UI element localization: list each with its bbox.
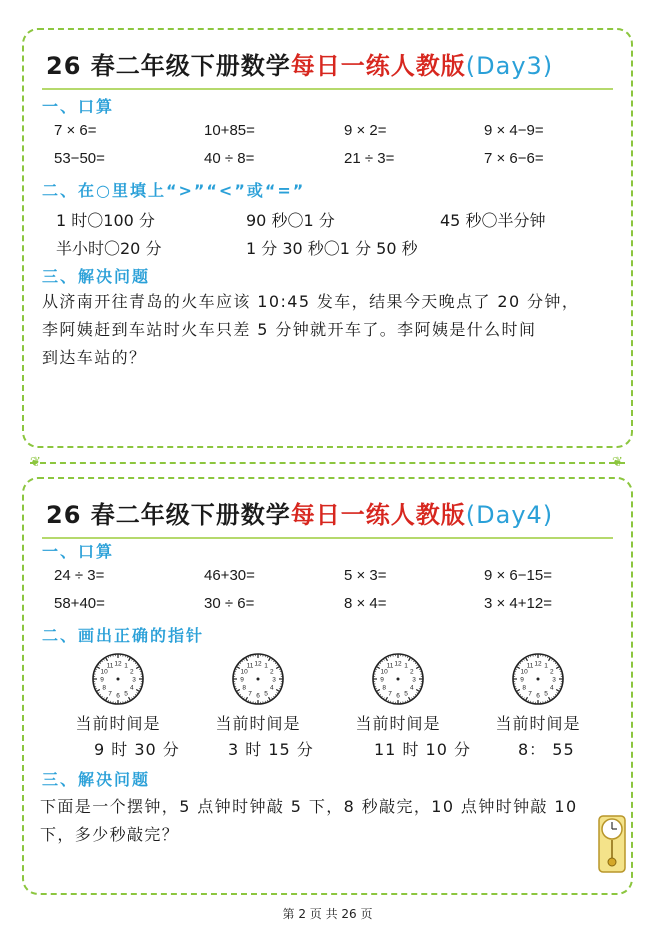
page-footer: 第 2 页 共 26 页 (282, 907, 373, 921)
day4-title-underline (42, 537, 613, 539)
clock-face-icon (510, 651, 566, 707)
pendulum-clock-icon (597, 814, 627, 876)
clock-label: 当前时间是 (495, 714, 581, 733)
day4-card (22, 477, 633, 895)
svg-text:9: 9 (520, 676, 524, 684)
day3-calc-item: 21 ÷ 3= (344, 150, 395, 167)
day3-calc-item: 9 × 4−9= (484, 122, 544, 139)
day3-calc-item: 7 × 6−6= (484, 150, 544, 167)
svg-text:3: 3 (132, 676, 136, 684)
svg-text:7: 7 (528, 690, 532, 698)
svg-text:7: 7 (108, 690, 112, 698)
day4-calc-item: 8 × 4= (344, 595, 387, 612)
day3-calc-item: 40 ÷ 8= (204, 150, 255, 167)
day3-calc-item: 10+85= (204, 122, 255, 139)
clock-time: 9 时 30 分 (94, 740, 180, 759)
day3-compare-item: 1 时〇100 分 (56, 211, 155, 230)
day3-calc-row (24, 150, 631, 172)
svg-text:9: 9 (100, 676, 104, 684)
svg-text:12: 12 (534, 660, 542, 668)
svg-text:5: 5 (264, 690, 268, 698)
day4-problem-line: 下，多少秒敲完？ (40, 825, 180, 844)
svg-text:4: 4 (270, 684, 274, 692)
clock-label: 当前时间是 (215, 714, 301, 733)
svg-text:12: 12 (394, 660, 402, 668)
svg-text:8: 8 (242, 684, 246, 692)
svg-text:6: 6 (536, 692, 540, 700)
svg-text:10: 10 (520, 668, 528, 676)
day3-calc-item: 9 × 2= (344, 122, 387, 139)
day4-title (46, 495, 553, 530)
day3-compare-row (24, 208, 631, 230)
clock-face-icon (370, 651, 426, 707)
clock-label: 当前时间是 (355, 714, 441, 733)
day3-title-prefix: 26 春二年级下册数学 (46, 52, 291, 80)
svg-text:2: 2 (270, 668, 274, 676)
svg-text:3: 3 (272, 676, 276, 684)
day4-title-day: (Day4) (465, 501, 554, 529)
svg-text:2: 2 (410, 668, 414, 676)
svg-text:5: 5 (124, 690, 128, 698)
day3-compare-item: 1 分 30 秒〇1 分 50 秒 (246, 239, 418, 258)
svg-text:12: 12 (114, 660, 122, 668)
day3-section1-heading: 一、口算 (42, 97, 115, 116)
clock-face-icon (230, 651, 286, 707)
day4-section3-heading: 三、解决问题 (42, 770, 151, 789)
day4-calc-item: 24 ÷ 3= (54, 567, 105, 584)
svg-text:5: 5 (544, 690, 548, 698)
svg-text:4: 4 (130, 684, 134, 692)
svg-text:9: 9 (240, 676, 244, 684)
day3-title (46, 46, 553, 81)
clock-label: 当前时间是 (75, 714, 161, 733)
day3-section3-heading: 三、解决问题 (42, 267, 151, 286)
day3-calc-item: 7 × 6= (54, 122, 97, 139)
day3-compare-item: 90 秒〇1 分 (246, 211, 335, 230)
svg-text:6: 6 (256, 692, 260, 700)
svg-text:12: 12 (254, 660, 262, 668)
day3-calc-item: 53−50= (54, 150, 105, 167)
day3-section2-heading: 二、在○里填上“>”“<”或“=” (42, 181, 306, 200)
clock-time: 8： 55 (518, 740, 575, 759)
day4-calc-item: 58+40= (54, 595, 105, 612)
svg-text:7: 7 (388, 690, 392, 698)
day4-calc-row (24, 567, 631, 589)
svg-text:3: 3 (412, 676, 416, 684)
svg-text:9: 9 (380, 676, 384, 684)
svg-text:4: 4 (550, 684, 554, 692)
day4-calc-item: 9 × 6−15= (484, 567, 552, 584)
svg-text:1: 1 (544, 662, 548, 670)
clock-time: 3 时 15 分 (228, 740, 314, 759)
svg-text:11: 11 (106, 662, 114, 670)
svg-text:10: 10 (100, 668, 108, 676)
clock-time: 11 时 10 分 (374, 740, 471, 759)
day3-card (22, 28, 633, 448)
clock-face-icon (90, 651, 146, 707)
leaf-decoration-icon: ❦ (30, 455, 41, 470)
day3-problem-line: 从济南开往青岛的火车应该 10:45 发车，结果今天晚点了 20 分钟， (42, 292, 580, 311)
day3-compare-item: 半小时〇20 分 (56, 239, 162, 258)
svg-text:1: 1 (404, 662, 408, 670)
day4-title-highlight: 每日一练人教版 (290, 501, 466, 529)
svg-text:5: 5 (404, 690, 408, 698)
day4-calc-item: 30 ÷ 6= (204, 595, 255, 612)
svg-text:7: 7 (248, 690, 252, 698)
day3-compare-item: 45 秒〇半分钟 (440, 211, 546, 230)
svg-text:11: 11 (386, 662, 394, 670)
leaf-decoration-icon: ❦ (612, 455, 623, 470)
svg-text:11: 11 (246, 662, 254, 670)
day3-problem-line: 李阿姨赶到车站时火车只差 5 分钟就开车了。李阿姨是什么时间 (42, 320, 537, 339)
day4-calc-item: 5 × 3= (344, 567, 387, 584)
day4-problem-text (40, 793, 630, 849)
svg-text:4: 4 (410, 684, 414, 692)
day4-title-prefix: 26 春二年级下册数学 (46, 501, 291, 529)
svg-text:3: 3 (552, 676, 556, 684)
day3-title-underline (42, 88, 613, 90)
svg-text:1: 1 (124, 662, 128, 670)
svg-text:8: 8 (522, 684, 526, 692)
svg-text:8: 8 (102, 684, 106, 692)
svg-text:2: 2 (130, 668, 134, 676)
svg-text:10: 10 (380, 668, 388, 676)
day4-section2-heading: 二、画出正确的指针 (42, 626, 205, 645)
day4-calc-item: 3 × 4+12= (484, 595, 552, 612)
svg-text:2: 2 (550, 668, 554, 676)
day3-compare-row (24, 236, 631, 258)
card-divider (30, 462, 625, 464)
svg-text:6: 6 (116, 692, 120, 700)
day3-title-highlight: 每日一练人教版 (290, 52, 466, 80)
day3-problem-text (42, 288, 622, 372)
svg-text:8: 8 (382, 684, 386, 692)
svg-text:6: 6 (396, 692, 400, 700)
day4-calc-row (24, 595, 631, 617)
day4-problem-line: 下面是一个摆钟，5 点钟时钟敲 5 下，8 秒敲完，10 点钟时钟敲 10 (40, 797, 578, 816)
svg-text:1: 1 (264, 662, 268, 670)
day3-calc-row (24, 122, 631, 144)
day3-problem-line: 到达车站的？ (42, 348, 147, 367)
day4-section1-heading: 一、口算 (42, 542, 115, 561)
day4-calc-item: 46+30= (204, 567, 255, 584)
day3-title-day: (Day3) (465, 52, 554, 80)
svg-text:10: 10 (240, 668, 248, 676)
svg-text:11: 11 (526, 662, 534, 670)
